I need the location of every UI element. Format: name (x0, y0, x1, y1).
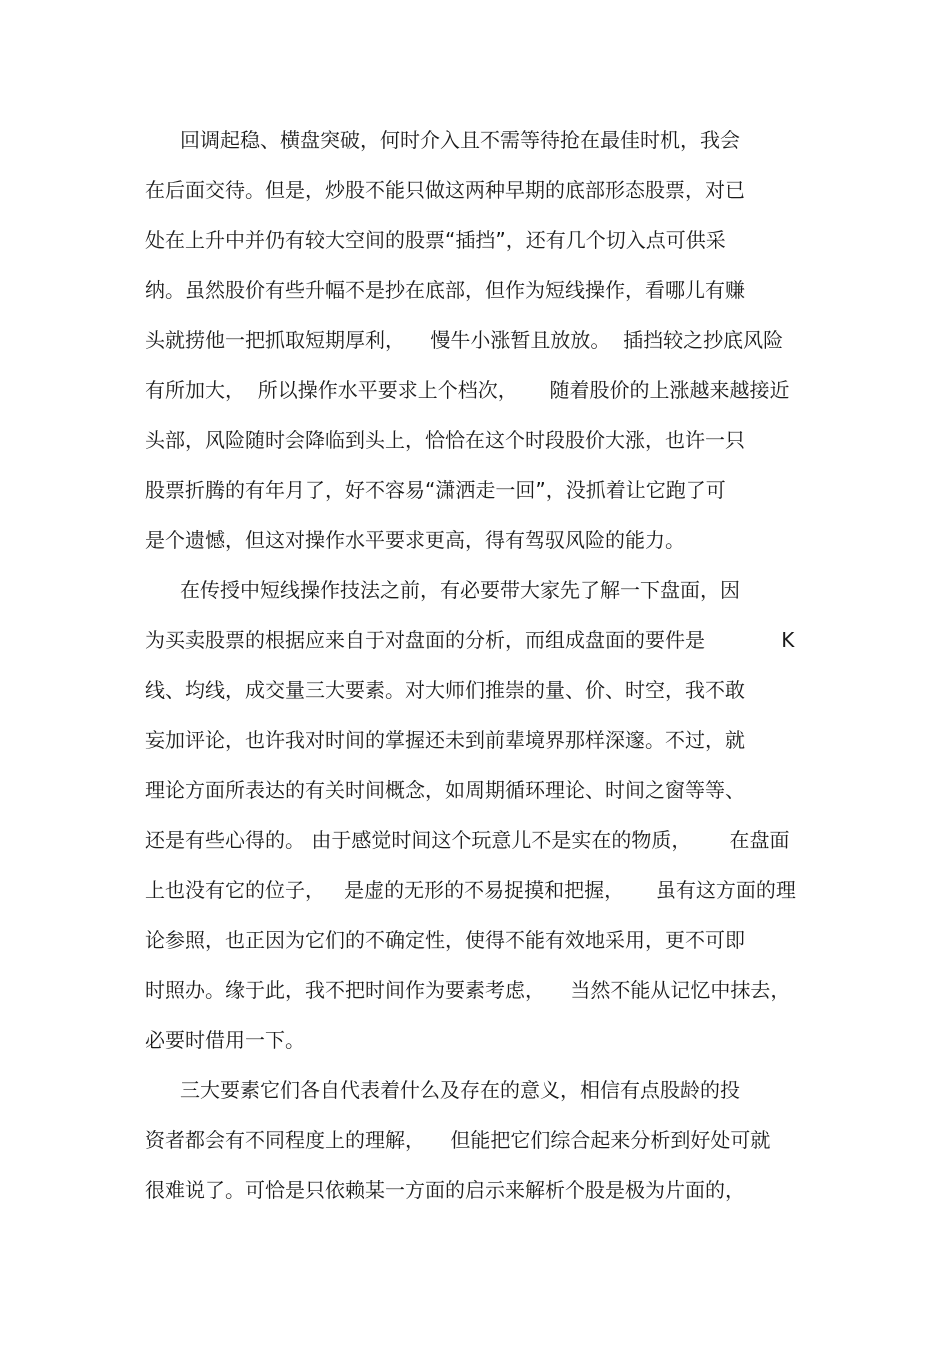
text-line-10: 在传授中短线操作技法之前，有必要带大家先了解一下盘面，因 (180, 578, 740, 602)
text-line-9: 是个遗憾，但这对操作水平要求更高，得有驾驭风险的能力。 (145, 528, 685, 552)
text-line-18: 时照办。缘于此，我不把时间作为要素考虑， 当然不能从记忆中抹去， (145, 978, 791, 1002)
text-line-4: 纳。虽然股价有些升幅不是抄在底部，但作为短线操作，看哪儿有赚 (145, 278, 745, 302)
text-line-15: 还是有些心得的。 由于感觉时间这个玩意儿不是实在的物质， 在盘面 (145, 828, 790, 852)
text-line-6: 有所加大， 所以操作水平要求上个档次， 随着股价的上涨越来越接近 (145, 378, 790, 402)
text-line-2: 在后面交待。但是，炒股不能只做这两种早期的底部形态股票，对已 (145, 178, 745, 202)
text-line-14: 理论方面所表达的有关时间概念，如周期循环理论、时间之窗等等、 (145, 778, 745, 802)
text-line-12: 线、均线，成交量三大要素。对大师们推崇的量、价、时空，我不敢 (145, 678, 745, 702)
text-line-20: 三大要素它们各自代表着什么及存在的意义，相信有点股龄的投 (180, 1078, 740, 1102)
text-line-13: 妄加评论，也许我对时间的掌握还未到前辈境界那样深邃。不过，就 (145, 728, 745, 752)
text-line-16: 上也没有它的位子， 是虚的无形的不易捉摸和把握， 虽有这方面的理 (145, 878, 796, 902)
text-line-11: 为买卖股票的根据应来自于对盘面的分析，而组成盘面的要件是 K (145, 628, 795, 652)
text-line-8: 股票折腾的有年月了，好不容易“潇洒走一回”，没抓着让它跑了可 (145, 478, 726, 502)
text-line-1: 回调起稳、横盘突破，何时介入且不需等待抢在最佳时机，我会 (180, 128, 740, 152)
text-line-7: 头部，风险随时会降临到头上，恰恰在这个时段股价大涨，也许一只 (145, 428, 745, 452)
text-line-21: 资者都会有不同程度上的理解， 但能把它们综合起来分析到好处可就 (145, 1128, 771, 1152)
text-line-5: 头就捞他一把抓取短期厚利， 慢牛小涨暂且放放。 插挡较之抄底风险 (145, 328, 784, 352)
text-line-17: 论参照，也正因为它们的不确定性，使得不能有效地采用，更不可即 (145, 928, 745, 952)
text-line-22: 很难说了。可恰是只依赖某一方面的启示来解析个股是极为片面的， (145, 1178, 745, 1202)
text-line-3: 处在上升中并仍有较大空间的股票“插挡”，还有几个切入点可供采 (145, 228, 726, 252)
text-line-19: 必要时借用一下。 (145, 1028, 305, 1052)
